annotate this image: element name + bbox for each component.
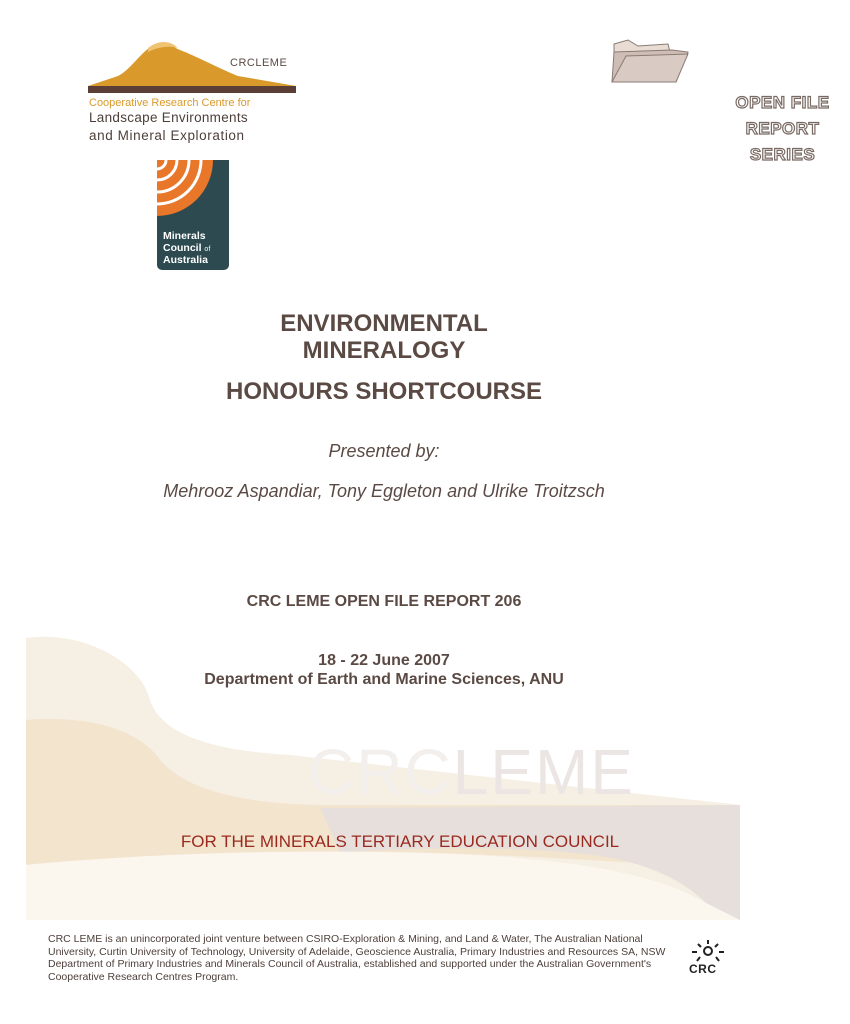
minerals-council-logo [157, 160, 229, 270]
crcleme-tagline-1: Cooperative Research Centre for [89, 97, 251, 109]
badge-line-2: REPORT [745, 119, 820, 138]
council-line: FOR THE MINERALS TERTIARY EDUCATION COUNCIL [180, 832, 620, 851]
crcleme-watermark: CRCLEME [308, 736, 635, 808]
title-line-3: HONOURS SHORTCOURSE [225, 378, 543, 405]
title-line-1: ENVIRONMENTAL [280, 310, 488, 337]
course-dates: 18 - 22 June 2007 [318, 652, 450, 669]
department: Department of Earth and Marine Sciences, ANU [204, 671, 564, 688]
crc-small-logo [686, 938, 730, 982]
folder-icon [580, 38, 715, 88]
report-number: CRC LEME OPEN FILE REPORT 206 [246, 593, 522, 610]
presenters: Mehrooz Aspandiar, Tony Eggleton and Ulrike Troitzsch [163, 481, 605, 501]
mca-line-3: Australia [163, 254, 208, 266]
crcleme-tagline-3: and Mineral Exploration [89, 128, 245, 143]
mca-line-2: Council of [163, 242, 211, 254]
mca-line-1: Minerals [163, 230, 206, 242]
presented-by-label: Presented by: [328, 441, 440, 461]
title-line-2: MINERALOGY [302, 337, 466, 364]
footer-statement: CRC LEME is an unincorporated joint venture between CSIRO-Exploration & Mining, and Land & Water, The Australian National University, Curtin University of Technology, University of Adelaide, Geoscience Australia, Primary Industries and Resources SA, NSW Department of Primary Industries and Minerals Council of Australia, established and supported under the Australian Government's Cooperative Research Centres Program. [48, 933, 666, 983]
crcleme-tagline-2: Landscape Environments [89, 110, 248, 125]
badge-line-1: OPEN FILE [735, 93, 830, 112]
sun-icon [686, 938, 730, 964]
crcleme-wordmark: CRCLEME [230, 57, 288, 69]
open-file-report-badge [580, 38, 830, 173]
crcleme-logo [88, 38, 303, 148]
crc-small-label: CRC [689, 962, 717, 976]
badge-line-3: SERIES [749, 145, 816, 164]
